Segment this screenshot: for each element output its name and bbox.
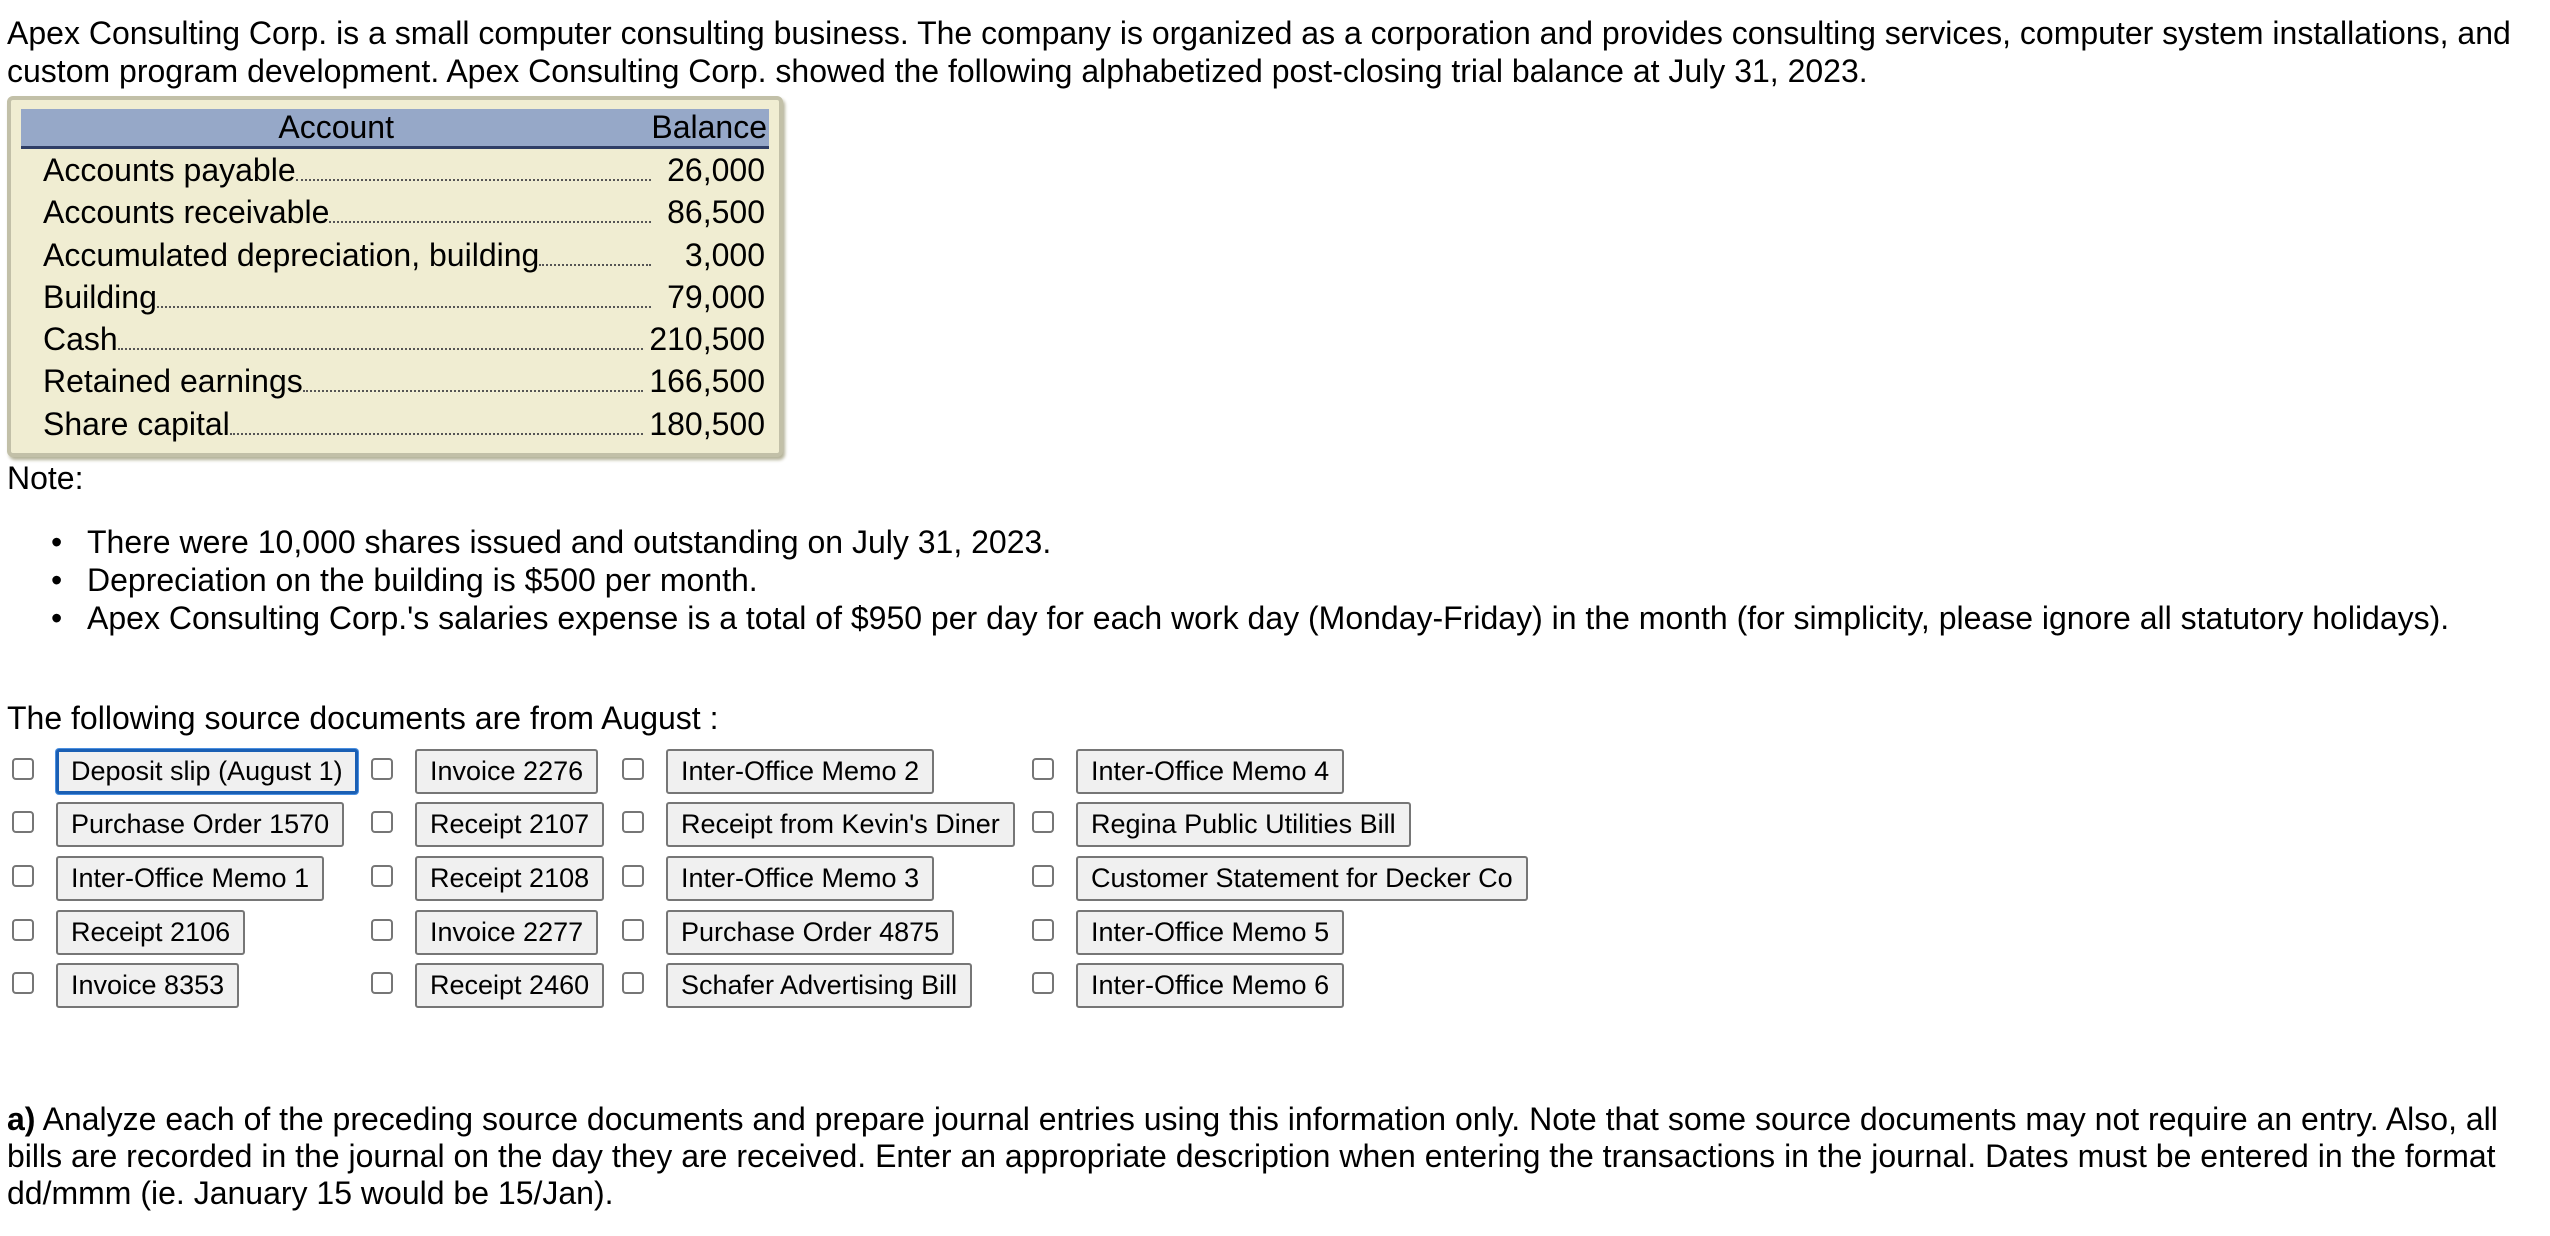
- trial-balance-header: [21, 109, 769, 149]
- balance-cell: 3,000: [684, 236, 765, 273]
- source-document-button[interactable]: Receipt 2107: [415, 802, 604, 847]
- account-cell: [21, 403, 649, 445]
- source-document-item: [12, 749, 358, 794]
- source-document-checkbox[interactable]: [371, 758, 393, 780]
- source-document-checkbox[interactable]: [622, 811, 644, 833]
- note-item: • Apex Consulting Corp.'s salaries expense is a total of $950 per day for each work day (Monday-Friday) in the month (for simplicity, please ignore all statutory holidays).: [87, 599, 2543, 637]
- source-document-button[interactable]: Invoice 8353: [56, 963, 239, 1008]
- source-document-item: [1032, 802, 1411, 847]
- source-document-button[interactable]: Inter-Office Memo 3: [666, 856, 934, 901]
- trial-balance-row: [21, 360, 769, 402]
- source-document-checkbox[interactable]: [12, 972, 34, 994]
- source-document-item: [622, 963, 972, 1008]
- source-document-checkbox[interactable]: [1032, 865, 1054, 887]
- trial-balance-row: [21, 318, 769, 360]
- account-cell: [21, 318, 649, 360]
- account-name: Share capital: [43, 405, 230, 442]
- dot-leader: [303, 390, 644, 392]
- source-document-checkbox[interactable]: [371, 811, 393, 833]
- dot-leader: [157, 306, 651, 308]
- account-name: Retained earnings: [43, 363, 303, 400]
- trial-balance-row: [21, 149, 769, 191]
- source-document-checkbox[interactable]: [1032, 919, 1054, 941]
- account-cell: [21, 191, 657, 233]
- source-document-button[interactable]: Inter-Office Memo 1: [56, 856, 324, 901]
- source-document-checkbox[interactable]: [12, 919, 34, 941]
- source-document-item: [12, 910, 245, 955]
- balance-cell: 180,500: [649, 405, 765, 442]
- source-document-button[interactable]: Schafer Advertising Bill: [666, 963, 972, 1008]
- account-cell: [21, 149, 657, 191]
- source-document-checkbox[interactable]: [12, 865, 34, 887]
- account-cell: [21, 360, 649, 402]
- source-documents-title: The following source documents are from August :: [7, 700, 719, 737]
- source-document-item: [371, 963, 604, 1008]
- account-column-header: Account: [278, 109, 394, 145]
- source-document-item: [622, 856, 934, 901]
- source-document-item: [1032, 856, 1528, 901]
- source-document-item: [371, 856, 604, 901]
- balance-cell: 26,000: [667, 152, 765, 188]
- note-item: • There were 10,000 shares issued and outstanding on July 31, 2023.: [87, 523, 2543, 561]
- trial-balance-row: [21, 276, 769, 318]
- question-a: [7, 1101, 2543, 1212]
- source-document-item: [371, 910, 598, 955]
- account-cell: [21, 276, 657, 318]
- note-label: Note:: [7, 460, 84, 497]
- trial-balance-row: [21, 234, 769, 276]
- account-cell: [21, 234, 657, 276]
- source-document-checkbox[interactable]: [1032, 758, 1054, 780]
- source-document-button[interactable]: Invoice 2276: [415, 749, 598, 794]
- source-document-item: [12, 963, 239, 1008]
- source-document-button[interactable]: Inter-Office Memo 2: [666, 749, 934, 794]
- source-document-button[interactable]: Receipt 2108: [415, 856, 604, 901]
- source-document-item: [1032, 910, 1344, 955]
- source-document-button[interactable]: Purchase Order 1570: [56, 802, 344, 847]
- source-document-button[interactable]: Receipt 2460: [415, 963, 604, 1008]
- question-text: Analyze each of the preceding source documents and prepare journal entries using this information only. Note that some source documents may not require an entry. Also, all bills are recorded in the journal on the day they are received. Enter an appropriate description when entering the transactions in the journal. Dates must be entered in the format dd/mmm (ie. January 15 would be 15/Jan).: [7, 1101, 2498, 1212]
- source-document-button[interactable]: Regina Public Utilities Bill: [1076, 802, 1411, 847]
- source-document-item: [371, 749, 598, 794]
- source-document-item: [12, 856, 324, 901]
- source-document-checkbox[interactable]: [622, 972, 644, 994]
- account-name: Accounts receivable: [43, 194, 330, 231]
- source-document-button[interactable]: Inter-Office Memo 4: [1076, 749, 1344, 794]
- source-document-item: [622, 749, 934, 794]
- source-document-checkbox[interactable]: [1032, 972, 1054, 994]
- dot-leader: [296, 179, 651, 181]
- balance-cell: 86,500: [667, 194, 765, 231]
- source-document-checkbox[interactable]: [1032, 811, 1054, 833]
- notes-list: [7, 523, 2543, 637]
- account-name: Building: [43, 278, 157, 315]
- source-document-checkbox[interactable]: [12, 811, 34, 833]
- source-document-button[interactable]: Inter-Office Memo 5: [1076, 910, 1344, 955]
- dot-leader: [329, 221, 651, 223]
- account-name: Cash: [43, 321, 118, 358]
- trial-balance-table: [7, 96, 783, 457]
- account-name: Accumulated depreciation, building: [43, 236, 540, 273]
- source-document-button[interactable]: Receipt 2106: [56, 910, 245, 955]
- balance-cell: 79,000: [667, 278, 765, 315]
- source-document-item: [622, 910, 954, 955]
- dot-leader: [539, 264, 651, 266]
- source-document-button[interactable]: Deposit slip (August 1): [56, 749, 358, 794]
- source-document-button[interactable]: Customer Statement for Decker Co: [1076, 856, 1528, 901]
- dot-leader: [118, 348, 644, 350]
- account-name: Accounts payable: [43, 152, 296, 188]
- note-item: • Depreciation on the building is $500 per month.: [87, 561, 2543, 599]
- source-document-checkbox[interactable]: [622, 919, 644, 941]
- source-document-checkbox[interactable]: [371, 972, 393, 994]
- trial-balance-row: [21, 191, 769, 233]
- trial-balance-row: [21, 403, 769, 445]
- trial-balance-body: [21, 149, 769, 445]
- problem-content: [7, 14, 2543, 1212]
- source-document-button[interactable]: Inter-Office Memo 6: [1076, 963, 1344, 1008]
- intro-paragraph: Apex Consulting Corp. is a small computer consulting business. The company is organized as a corporation and provides consulting services, computer system installations, and custom program development. Apex Consulting Corp. showed the following alphabetized post-closing trial balance at July 31, 2023.: [7, 15, 2511, 89]
- source-document-button[interactable]: Purchase Order 4875: [666, 910, 954, 955]
- source-document-item: [371, 802, 604, 847]
- balance-cell: 210,500: [649, 321, 765, 358]
- source-documents-grid: [7, 739, 2543, 1009]
- source-document-checkbox[interactable]: [622, 865, 644, 887]
- question-label: a): [7, 1101, 36, 1138]
- source-document-button[interactable]: Receipt from Kevin's Diner: [666, 802, 1015, 847]
- source-document-item: [12, 802, 344, 847]
- source-document-item: [1032, 749, 1344, 794]
- source-document-checkbox[interactable]: [622, 758, 644, 780]
- source-document-checkbox[interactable]: [12, 758, 34, 780]
- source-document-item: [622, 802, 1015, 847]
- balance-cell: 166,500: [649, 363, 765, 400]
- source-document-item: [1032, 963, 1344, 1008]
- dot-leader: [230, 433, 644, 435]
- balance-column-header: Balance: [651, 109, 767, 145]
- source-document-checkbox[interactable]: [371, 919, 393, 941]
- source-document-checkbox[interactable]: [371, 865, 393, 887]
- source-document-button[interactable]: Invoice 2277: [415, 910, 598, 955]
